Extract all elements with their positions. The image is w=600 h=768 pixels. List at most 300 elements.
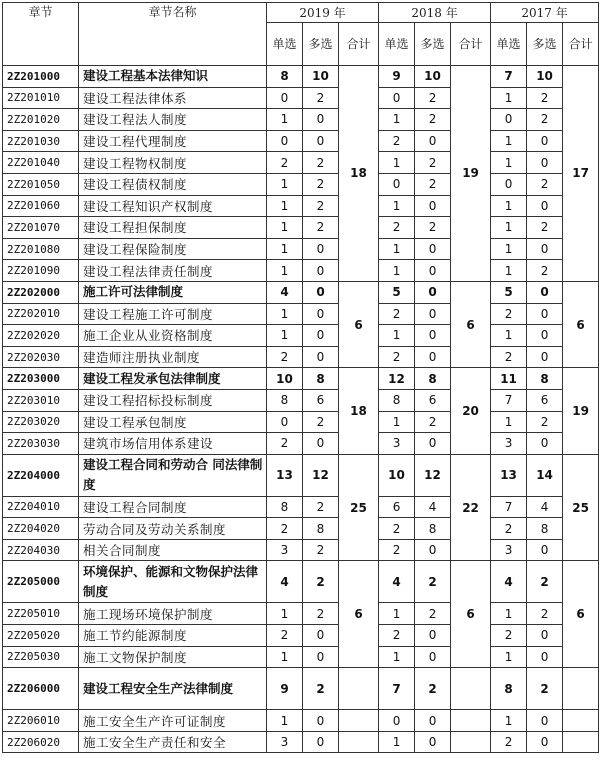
total-empty <box>451 710 491 732</box>
single-count: 3 <box>379 433 415 455</box>
single-count: 1 <box>267 710 303 732</box>
multi-count: 0 <box>303 646 339 668</box>
multi-count: 0 <box>303 433 339 455</box>
table-body <box>3 66 599 753</box>
single-count: 5 <box>379 281 415 303</box>
single-count: 2 <box>379 518 415 540</box>
total-empty <box>563 668 599 710</box>
multi-count: 2 <box>527 411 563 433</box>
single-count: 0 <box>379 710 415 732</box>
single-count: 2 <box>267 152 303 174</box>
multi-count: 0 <box>527 152 563 174</box>
multi-count: 0 <box>527 710 563 732</box>
chapter-name: 施工文物保护制度 <box>79 646 267 668</box>
chapter-row <box>3 668 599 710</box>
single-count: 2 <box>491 346 527 368</box>
single-count: 13 <box>267 454 303 496</box>
multi-count: 0 <box>303 238 339 260</box>
single-count: 1 <box>267 109 303 131</box>
single-count: 4 <box>267 561 303 603</box>
single-count: 3 <box>491 433 527 455</box>
section-row <box>3 539 599 561</box>
single-count: 3 <box>491 539 527 561</box>
section-row <box>3 152 599 174</box>
chapter-name: 建设工程保险制度 <box>79 238 267 260</box>
section-row <box>3 238 599 260</box>
section-row <box>3 303 599 325</box>
single-count: 12 <box>379 368 415 390</box>
section-row <box>3 217 599 239</box>
multi-count: 0 <box>415 731 451 753</box>
header-single: 单选 <box>267 23 303 66</box>
section-row <box>3 195 599 217</box>
multi-count: 10 <box>527 66 563 88</box>
single-count: 9 <box>379 66 415 88</box>
multi-count: 2 <box>527 87 563 109</box>
single-count: 1 <box>491 260 527 282</box>
multi-count: 12 <box>415 454 451 496</box>
chapter-code: 2Z201010 <box>3 87 79 109</box>
multi-count: 12 <box>303 454 339 496</box>
single-count: 1 <box>379 152 415 174</box>
single-count: 1 <box>491 603 527 625</box>
chapter-name: 建设工程法人制度 <box>79 109 267 131</box>
single-count: 1 <box>491 130 527 152</box>
single-count: 2 <box>491 303 527 325</box>
section-row <box>3 325 599 347</box>
chapter-code: 2Z201070 <box>3 217 79 239</box>
chapter-code: 2Z201020 <box>3 109 79 131</box>
multi-count: 2 <box>303 217 339 239</box>
single-count: 8 <box>267 389 303 411</box>
chapter-row <box>3 561 599 603</box>
single-count: 1 <box>267 173 303 195</box>
chapter-code: 2Z206020 <box>3 731 79 753</box>
chapter-name: 建造师注册执业制度 <box>79 346 267 368</box>
section-row <box>3 87 599 109</box>
multi-count: 2 <box>303 411 339 433</box>
multi-count: 2 <box>527 109 563 131</box>
single-count: 4 <box>379 561 415 603</box>
single-count: 5 <box>491 281 527 303</box>
multi-count: 2 <box>415 152 451 174</box>
multi-count: 0 <box>415 710 451 732</box>
header-multi: 多选 <box>303 23 339 66</box>
chapter-name: 建设工程基本法律知识 <box>79 66 267 88</box>
single-count: 0 <box>267 87 303 109</box>
multi-count: 2 <box>303 195 339 217</box>
multi-count: 2 <box>303 603 339 625</box>
section-row <box>3 731 599 753</box>
total-count: 6 <box>451 281 491 367</box>
chapter-name: 建设工程招标投标制度 <box>79 389 267 411</box>
chapter-code: 2Z201060 <box>3 195 79 217</box>
multi-count: 0 <box>527 625 563 647</box>
chapter-name: 施工现场环境保护制度 <box>79 603 267 625</box>
single-count: 11 <box>491 368 527 390</box>
multi-count: 2 <box>303 152 339 174</box>
multi-count: 2 <box>415 217 451 239</box>
section-row <box>3 411 599 433</box>
single-count: 1 <box>491 238 527 260</box>
multi-count: 2 <box>415 173 451 195</box>
multi-count: 0 <box>303 325 339 347</box>
multi-count: 0 <box>415 625 451 647</box>
header-single: 单选 <box>491 23 527 66</box>
multi-count: 2 <box>303 87 339 109</box>
single-count: 2 <box>267 346 303 368</box>
chapter-row <box>3 368 599 390</box>
chapter-name: 施工企业从业资格制度 <box>79 325 267 347</box>
single-count: 3 <box>267 539 303 561</box>
single-count: 1 <box>379 109 415 131</box>
header-single: 单选 <box>379 23 415 66</box>
header-total: 合计 <box>563 23 599 66</box>
chapter-name: 建设工程法律体系 <box>79 87 267 109</box>
chapter-name: 建设工程承包制度 <box>79 411 267 433</box>
chapter-code: 2Z201050 <box>3 173 79 195</box>
multi-count: 2 <box>303 539 339 561</box>
multi-count: 0 <box>527 539 563 561</box>
single-count: 8 <box>267 66 303 88</box>
total-count: 25 <box>563 454 599 561</box>
multi-count: 8 <box>415 368 451 390</box>
section-row <box>3 346 599 368</box>
single-count: 1 <box>379 646 415 668</box>
multi-count: 0 <box>527 346 563 368</box>
chapter-code: 2Z201040 <box>3 152 79 174</box>
single-count: 1 <box>491 710 527 732</box>
chapter-row <box>3 454 599 496</box>
single-count: 1 <box>267 260 303 282</box>
single-count: 2 <box>379 625 415 647</box>
single-count: 1 <box>491 195 527 217</box>
single-count: 4 <box>267 281 303 303</box>
single-count: 3 <box>267 731 303 753</box>
chapter-name: 施工安全生产责任和安全 <box>79 731 267 753</box>
total-empty <box>451 731 491 753</box>
chapter-name: 建筑市场信用体系建设 <box>79 433 267 455</box>
chapter-name: 相关合同制度 <box>79 539 267 561</box>
header-year-2017: 2017 年 <box>491 3 599 23</box>
multi-count: 0 <box>415 195 451 217</box>
multi-count: 0 <box>415 130 451 152</box>
single-count: 0 <box>379 173 415 195</box>
multi-count: 8 <box>527 518 563 540</box>
multi-count: 0 <box>527 303 563 325</box>
chapter-code: 2Z201030 <box>3 130 79 152</box>
header-year-2018: 2018 年 <box>379 3 491 23</box>
multi-count: 0 <box>303 346 339 368</box>
multi-count: 4 <box>415 496 451 518</box>
total-count: 18 <box>339 66 379 282</box>
multi-count: 2 <box>527 561 563 603</box>
single-count: 10 <box>267 368 303 390</box>
multi-count: 0 <box>415 433 451 455</box>
chapter-row <box>3 66 599 88</box>
multi-count: 0 <box>415 303 451 325</box>
total-empty <box>563 710 599 732</box>
multi-count: 8 <box>303 368 339 390</box>
section-row <box>3 260 599 282</box>
multi-count: 0 <box>527 281 563 303</box>
total-count: 18 <box>339 368 379 454</box>
multi-count: 2 <box>415 561 451 603</box>
total-count: 6 <box>451 561 491 668</box>
total-count: 19 <box>451 66 491 282</box>
chapter-code: 2Z203030 <box>3 433 79 455</box>
multi-count: 0 <box>415 646 451 668</box>
multi-count: 0 <box>527 731 563 753</box>
multi-count: 0 <box>303 260 339 282</box>
total-empty <box>339 710 379 732</box>
multi-count: 0 <box>527 195 563 217</box>
chapter-name: 劳动合同及劳动关系制度 <box>79 518 267 540</box>
single-count: 1 <box>379 260 415 282</box>
chapter-code: 2Z202000 <box>3 281 79 303</box>
multi-count: 2 <box>415 109 451 131</box>
single-count: 2 <box>267 518 303 540</box>
multi-count: 0 <box>415 260 451 282</box>
total-empty <box>339 668 379 710</box>
multi-count: 0 <box>415 539 451 561</box>
total-count: 20 <box>451 368 491 454</box>
chapter-name: 建设工程法律责任制度 <box>79 260 267 282</box>
single-count: 1 <box>491 217 527 239</box>
section-row <box>3 496 599 518</box>
chapter-name: 施工许可法律制度 <box>79 281 267 303</box>
single-count: 7 <box>491 496 527 518</box>
single-count: 0 <box>267 130 303 152</box>
chapter-code: 2Z202010 <box>3 303 79 325</box>
multi-count: 0 <box>303 625 339 647</box>
section-row <box>3 389 599 411</box>
single-count: 2 <box>379 303 415 325</box>
chapter-code: 2Z206010 <box>3 710 79 732</box>
chapter-code: 2Z205020 <box>3 625 79 647</box>
multi-count: 0 <box>303 731 339 753</box>
section-row <box>3 173 599 195</box>
header-chapter: 章节 <box>3 3 79 66</box>
single-count: 8 <box>267 496 303 518</box>
single-count: 6 <box>379 496 415 518</box>
multi-count: 0 <box>303 303 339 325</box>
chapter-code: 2Z204020 <box>3 518 79 540</box>
chapter-code: 2Z202020 <box>3 325 79 347</box>
total-empty <box>451 668 491 710</box>
section-row <box>3 518 599 540</box>
single-count: 9 <box>267 668 303 710</box>
multi-count: 0 <box>527 646 563 668</box>
chapter-code: 2Z203000 <box>3 368 79 390</box>
multi-count: 0 <box>415 325 451 347</box>
section-row <box>3 109 599 131</box>
single-count: 1 <box>379 325 415 347</box>
multi-count: 0 <box>415 346 451 368</box>
single-count: 1 <box>379 731 415 753</box>
multi-count: 0 <box>303 130 339 152</box>
multi-count: 2 <box>527 217 563 239</box>
multi-count: 6 <box>415 389 451 411</box>
single-count: 7 <box>491 66 527 88</box>
chapter-name: 建设工程合同制度 <box>79 496 267 518</box>
multi-count: 0 <box>527 433 563 455</box>
section-row <box>3 646 599 668</box>
multi-count: 8 <box>303 518 339 540</box>
single-count: 1 <box>267 195 303 217</box>
chapter-code: 2Z201000 <box>3 66 79 88</box>
chapter-code: 2Z201080 <box>3 238 79 260</box>
multi-count: 2 <box>527 260 563 282</box>
header-multi: 多选 <box>415 23 451 66</box>
single-count: 7 <box>379 668 415 710</box>
multi-count: 0 <box>527 238 563 260</box>
chapter-name: 建设工程安全生产法律制度 <box>79 668 267 710</box>
multi-count: 2 <box>415 87 451 109</box>
multi-count: 2 <box>415 668 451 710</box>
single-count: 1 <box>491 646 527 668</box>
total-empty <box>339 731 379 753</box>
single-count: 1 <box>491 325 527 347</box>
single-count: 0 <box>491 173 527 195</box>
chapter-name: 建设工程担保制度 <box>79 217 267 239</box>
total-count: 6 <box>563 561 599 668</box>
single-count: 1 <box>267 303 303 325</box>
single-count: 0 <box>491 109 527 131</box>
header-year-2019: 2019 年 <box>267 3 379 23</box>
multi-count: 2 <box>415 603 451 625</box>
multi-count: 0 <box>415 238 451 260</box>
multi-count: 0 <box>527 325 563 347</box>
single-count: 1 <box>267 217 303 239</box>
chapter-name: 建设工程知识产权制度 <box>79 195 267 217</box>
section-row <box>3 603 599 625</box>
single-count: 1 <box>379 195 415 217</box>
chapter-name: 建设工程代理制度 <box>79 130 267 152</box>
multi-count: 6 <box>527 389 563 411</box>
header-total: 合计 <box>451 23 491 66</box>
exam-statistics-table <box>2 2 599 753</box>
chapter-name: 施工安全生产许可证制度 <box>79 710 267 732</box>
chapter-code: 2Z203020 <box>3 411 79 433</box>
total-count: 17 <box>563 66 599 282</box>
chapter-code: 2Z203010 <box>3 389 79 411</box>
chapter-name: 施工节约能源制度 <box>79 625 267 647</box>
section-row <box>3 625 599 647</box>
multi-count: 10 <box>303 66 339 88</box>
total-count: 6 <box>339 561 379 668</box>
header-row-years <box>3 3 599 23</box>
chapter-code: 2Z205030 <box>3 646 79 668</box>
chapter-code: 2Z205000 <box>3 561 79 603</box>
multi-count: 0 <box>527 130 563 152</box>
multi-count: 0 <box>303 109 339 131</box>
single-count: 2 <box>379 217 415 239</box>
multi-count: 6 <box>303 389 339 411</box>
single-count: 8 <box>491 668 527 710</box>
multi-count: 8 <box>527 368 563 390</box>
single-count: 1 <box>379 411 415 433</box>
single-count: 1 <box>491 87 527 109</box>
single-count: 1 <box>267 646 303 668</box>
chapter-name: 建设工程物权制度 <box>79 152 267 174</box>
chapter-code: 2Z204030 <box>3 539 79 561</box>
chapter-name: 建设工程发承包法律制度 <box>79 368 267 390</box>
single-count: 0 <box>267 411 303 433</box>
multi-count: 2 <box>527 668 563 710</box>
chapter-code: 2Z201090 <box>3 260 79 282</box>
multi-count: 2 <box>303 496 339 518</box>
single-count: 1 <box>379 238 415 260</box>
single-count: 10 <box>379 454 415 496</box>
multi-count: 2 <box>303 668 339 710</box>
single-count: 13 <box>491 454 527 496</box>
single-count: 2 <box>379 130 415 152</box>
multi-count: 2 <box>415 411 451 433</box>
single-count: 2 <box>267 433 303 455</box>
single-count: 7 <box>491 389 527 411</box>
total-count: 6 <box>563 281 599 367</box>
chapter-name: 建设工程合同和劳动合 同法律制度 <box>79 454 267 496</box>
header-total: 合计 <box>339 23 379 66</box>
single-count: 1 <box>491 411 527 433</box>
chapter-code: 2Z206000 <box>3 668 79 710</box>
multi-count: 2 <box>527 173 563 195</box>
total-count: 22 <box>451 454 491 561</box>
single-count: 2 <box>267 625 303 647</box>
multi-count: 2 <box>303 173 339 195</box>
chapter-name: 建设工程施工许可制度 <box>79 303 267 325</box>
total-count: 25 <box>339 454 379 561</box>
single-count: 2 <box>379 539 415 561</box>
total-empty <box>563 731 599 753</box>
chapter-code: 2Z204000 <box>3 454 79 496</box>
single-count: 8 <box>379 389 415 411</box>
single-count: 1 <box>491 152 527 174</box>
multi-count: 2 <box>303 561 339 603</box>
chapter-code: 2Z204010 <box>3 496 79 518</box>
single-count: 1 <box>267 325 303 347</box>
chapter-name: 建设工程债权制度 <box>79 173 267 195</box>
chapter-name: 环境保护、能源和文物保护法律制度 <box>79 561 267 603</box>
header-multi: 多选 <box>527 23 563 66</box>
multi-count: 8 <box>415 518 451 540</box>
single-count: 1 <box>379 603 415 625</box>
multi-count: 14 <box>527 454 563 496</box>
single-count: 1 <box>267 238 303 260</box>
multi-count: 2 <box>527 603 563 625</box>
single-count: 1 <box>267 603 303 625</box>
single-count: 2 <box>491 625 527 647</box>
chapter-code: 2Z202030 <box>3 346 79 368</box>
multi-count: 0 <box>415 281 451 303</box>
single-count: 2 <box>491 518 527 540</box>
multi-count: 4 <box>527 496 563 518</box>
multi-count: 0 <box>303 281 339 303</box>
single-count: 4 <box>491 561 527 603</box>
total-count: 19 <box>563 368 599 454</box>
section-row <box>3 130 599 152</box>
single-count: 2 <box>379 346 415 368</box>
single-count: 0 <box>379 87 415 109</box>
multi-count: 10 <box>415 66 451 88</box>
single-count: 2 <box>491 731 527 753</box>
total-count: 6 <box>339 281 379 367</box>
header-chapter-name: 章节名称 <box>79 3 267 66</box>
section-row <box>3 433 599 455</box>
section-row <box>3 710 599 732</box>
multi-count: 0 <box>303 710 339 732</box>
